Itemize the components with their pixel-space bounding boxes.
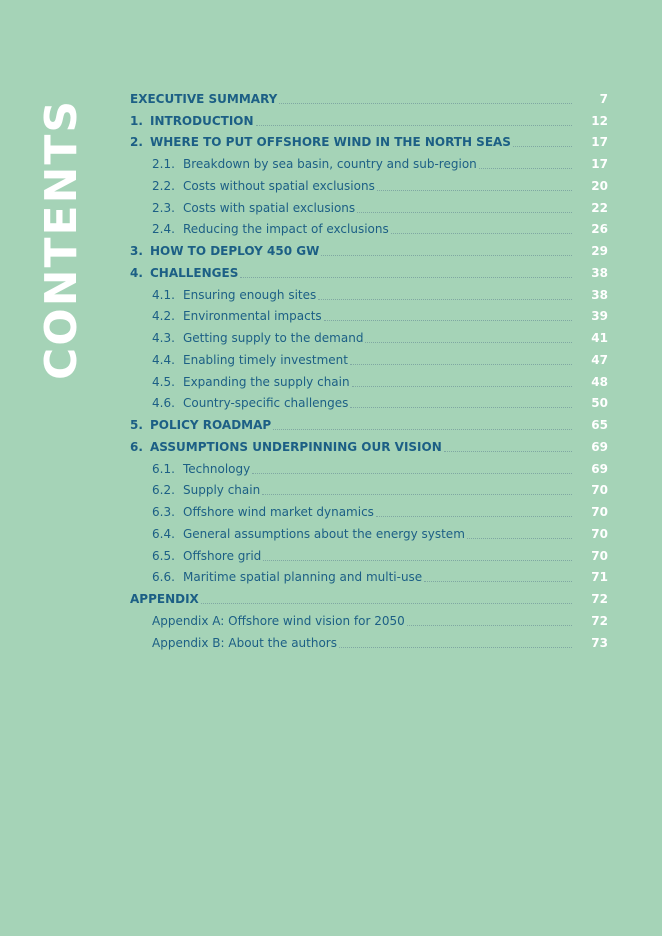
toc-entry-title: Breakdown by sea basin, country and sub-region (183, 157, 477, 172)
toc-entry[interactable] (130, 219, 608, 241)
toc-entry-page-number: 7 (599, 91, 608, 106)
toc-entry-title: Reducing the impact of exclusions (183, 222, 389, 237)
toc-entry-page-number: 72 (591, 613, 608, 628)
toc-entry-page-number: 65 (591, 418, 608, 433)
toc-entry[interactable] (130, 327, 608, 349)
toc-entry[interactable] (130, 632, 608, 654)
toc-entry-page-number: 39 (591, 309, 608, 324)
dot-leader (279, 102, 572, 104)
toc-entry-title: Country-specific challenges (183, 396, 349, 411)
toc-entry-page-number: 12 (591, 113, 608, 128)
toc-entry-page-number: 73 (591, 635, 608, 650)
toc-entry-number: 6. (130, 439, 143, 454)
toc-entry-number: 2.4. (152, 222, 175, 237)
dot-leader (365, 341, 572, 343)
toc-entry-title: HOW TO DEPLOY 450 GW (150, 244, 320, 259)
toc-entry-title: Getting supply to the demand (183, 331, 364, 346)
dot-leader (376, 515, 572, 517)
toc-entry-number: 4.4. (152, 352, 175, 367)
toc-entry-number: 6.5. (152, 548, 175, 563)
dot-leader (352, 385, 572, 387)
toc-entry-title: POLICY ROADMAP (150, 418, 272, 433)
dot-leader (513, 145, 572, 147)
toc-entry-number: 4.1. (152, 287, 175, 302)
toc-entry[interactable] (130, 197, 608, 219)
toc-entry[interactable] (130, 458, 608, 480)
toc-entry-title: Expanding the supply chain (183, 374, 350, 389)
toc-entry-number: 2.2. (152, 178, 175, 193)
toc-entry-page-number: 17 (591, 135, 608, 150)
toc-entry-page-number: 69 (591, 439, 608, 454)
dot-leader (240, 276, 572, 278)
toc-entry-title: Offshore wind market dynamics (183, 505, 374, 520)
toc-entry-page-number: 38 (591, 287, 608, 302)
dot-leader (252, 472, 572, 474)
toc-entry-number: 6.4. (152, 526, 175, 541)
dot-leader (324, 319, 572, 321)
toc-entry[interactable] (130, 262, 608, 284)
toc-entry-page-number: 70 (591, 505, 608, 520)
toc-entry-page-number: 38 (591, 265, 608, 280)
toc-entry-number: 4.3. (152, 331, 175, 346)
toc-entry-page-number: 69 (591, 461, 608, 476)
toc-entry-number: 4.2. (152, 309, 175, 324)
toc-entry-number: 2.3. (152, 200, 175, 215)
toc-entry-page-number: 47 (591, 352, 608, 367)
toc-entry[interactable] (130, 588, 608, 610)
dot-leader (339, 646, 572, 648)
toc-entry-page-number: 41 (591, 331, 608, 346)
toc-entry[interactable] (130, 371, 608, 393)
toc-entry-number: 6.3. (152, 505, 175, 520)
toc-entry-page-number: 70 (591, 483, 608, 498)
toc-entry[interactable] (130, 153, 608, 175)
dot-leader (377, 189, 572, 191)
toc-entry[interactable] (130, 284, 608, 306)
toc-entry-page-number: 50 (591, 396, 608, 411)
toc-entry-number: 5. (130, 418, 143, 433)
toc-entry-title: Offshore grid (183, 548, 262, 563)
toc-entry-title: Appendix B: About the authors (152, 635, 337, 650)
toc-entry-page-number: 70 (591, 548, 608, 563)
toc-entry-number: 3. (130, 244, 143, 259)
toc-entry[interactable] (130, 436, 608, 458)
toc-entry-page-number: 29 (591, 244, 608, 259)
toc-entry-title: APPENDIX (130, 592, 199, 607)
toc-entry[interactable] (130, 610, 608, 632)
toc-entry[interactable] (130, 523, 608, 545)
toc-entry-number: 4.6. (152, 396, 175, 411)
toc-entry[interactable] (130, 240, 608, 262)
toc-entry-title: WHERE TO PUT OFFSHORE WIND IN THE NORTH SEAS (150, 135, 511, 150)
toc-entry[interactable] (130, 480, 608, 502)
toc-entry-title: Enabling timely investment (183, 352, 348, 367)
dot-leader (262, 493, 572, 495)
toc-entry-title: Ensuring enough sites (183, 287, 317, 302)
dot-leader (273, 428, 572, 430)
toc-entry[interactable] (130, 414, 608, 436)
toc-entry-page-number: 71 (591, 570, 608, 585)
toc-entry-number: 2.1. (152, 157, 175, 172)
dot-leader (350, 363, 572, 365)
toc-entry-title: ASSUMPTIONS UNDERPINNING OUR VISION (150, 439, 442, 454)
toc-entry[interactable] (130, 567, 608, 589)
dot-leader (407, 624, 572, 626)
toc-entry[interactable] (130, 545, 608, 567)
toc-entry-page-number: 17 (591, 157, 608, 172)
contents-heading: CONTENTS (36, 98, 87, 380)
dot-leader (318, 298, 572, 300)
toc-entry-number: 6.2. (152, 483, 175, 498)
toc-entry-page-number: 70 (591, 526, 608, 541)
toc-entry-number: 2. (130, 135, 143, 150)
toc-entry-title: Technology (183, 461, 251, 476)
toc-entry-number: 4.5. (152, 374, 175, 389)
toc-entry-title: Supply chain (183, 483, 261, 498)
dot-leader (479, 167, 572, 169)
toc-entry-page-number: 48 (591, 374, 608, 389)
toc-entry[interactable] (130, 132, 608, 154)
dot-leader (263, 559, 572, 561)
dot-leader (424, 580, 572, 582)
toc-entry-title: EXECUTIVE SUMMARY (130, 91, 278, 106)
toc-entry[interactable] (130, 501, 608, 523)
toc-entry-title: CHALLENGES (150, 265, 239, 280)
toc-entry-title: Environmental impacts (183, 309, 322, 324)
toc-entry-title: INTRODUCTION (150, 113, 254, 128)
dot-leader (467, 537, 572, 539)
toc-entry-page-number: 26 (591, 222, 608, 237)
toc-entry[interactable] (130, 306, 608, 328)
toc-entry-number: 6.1. (152, 461, 175, 476)
toc-entry[interactable] (130, 88, 608, 110)
dot-leader (350, 406, 572, 408)
toc-entry-page-number: 72 (591, 592, 608, 607)
toc-entry[interactable] (130, 110, 608, 132)
toc-entry-title: Costs with spatial exclusions (183, 200, 356, 215)
dot-leader (201, 602, 572, 604)
toc-entry[interactable] (130, 349, 608, 371)
toc-entry[interactable] (130, 175, 608, 197)
table-of-contents (130, 88, 608, 654)
dot-leader (321, 254, 572, 256)
toc-entry-number: 1. (130, 113, 143, 128)
toc-entry-number: 4. (130, 265, 143, 280)
dot-leader (444, 450, 572, 452)
dot-leader (256, 124, 572, 126)
toc-entry-number: 6.6. (152, 570, 175, 585)
dot-leader (391, 232, 572, 234)
toc-entry[interactable] (130, 393, 608, 415)
toc-entry-page-number: 20 (591, 178, 608, 193)
toc-entry-title: General assumptions about the energy system (183, 526, 465, 541)
toc-entry-title: Costs without spatial exclusions (183, 178, 375, 193)
dot-leader (357, 211, 572, 213)
toc-entry-title: Appendix A: Offshore wind vision for 2050 (152, 613, 405, 628)
toc-entry-title: Maritime spatial planning and multi-use (183, 570, 423, 585)
toc-entry-page-number: 22 (591, 200, 608, 215)
